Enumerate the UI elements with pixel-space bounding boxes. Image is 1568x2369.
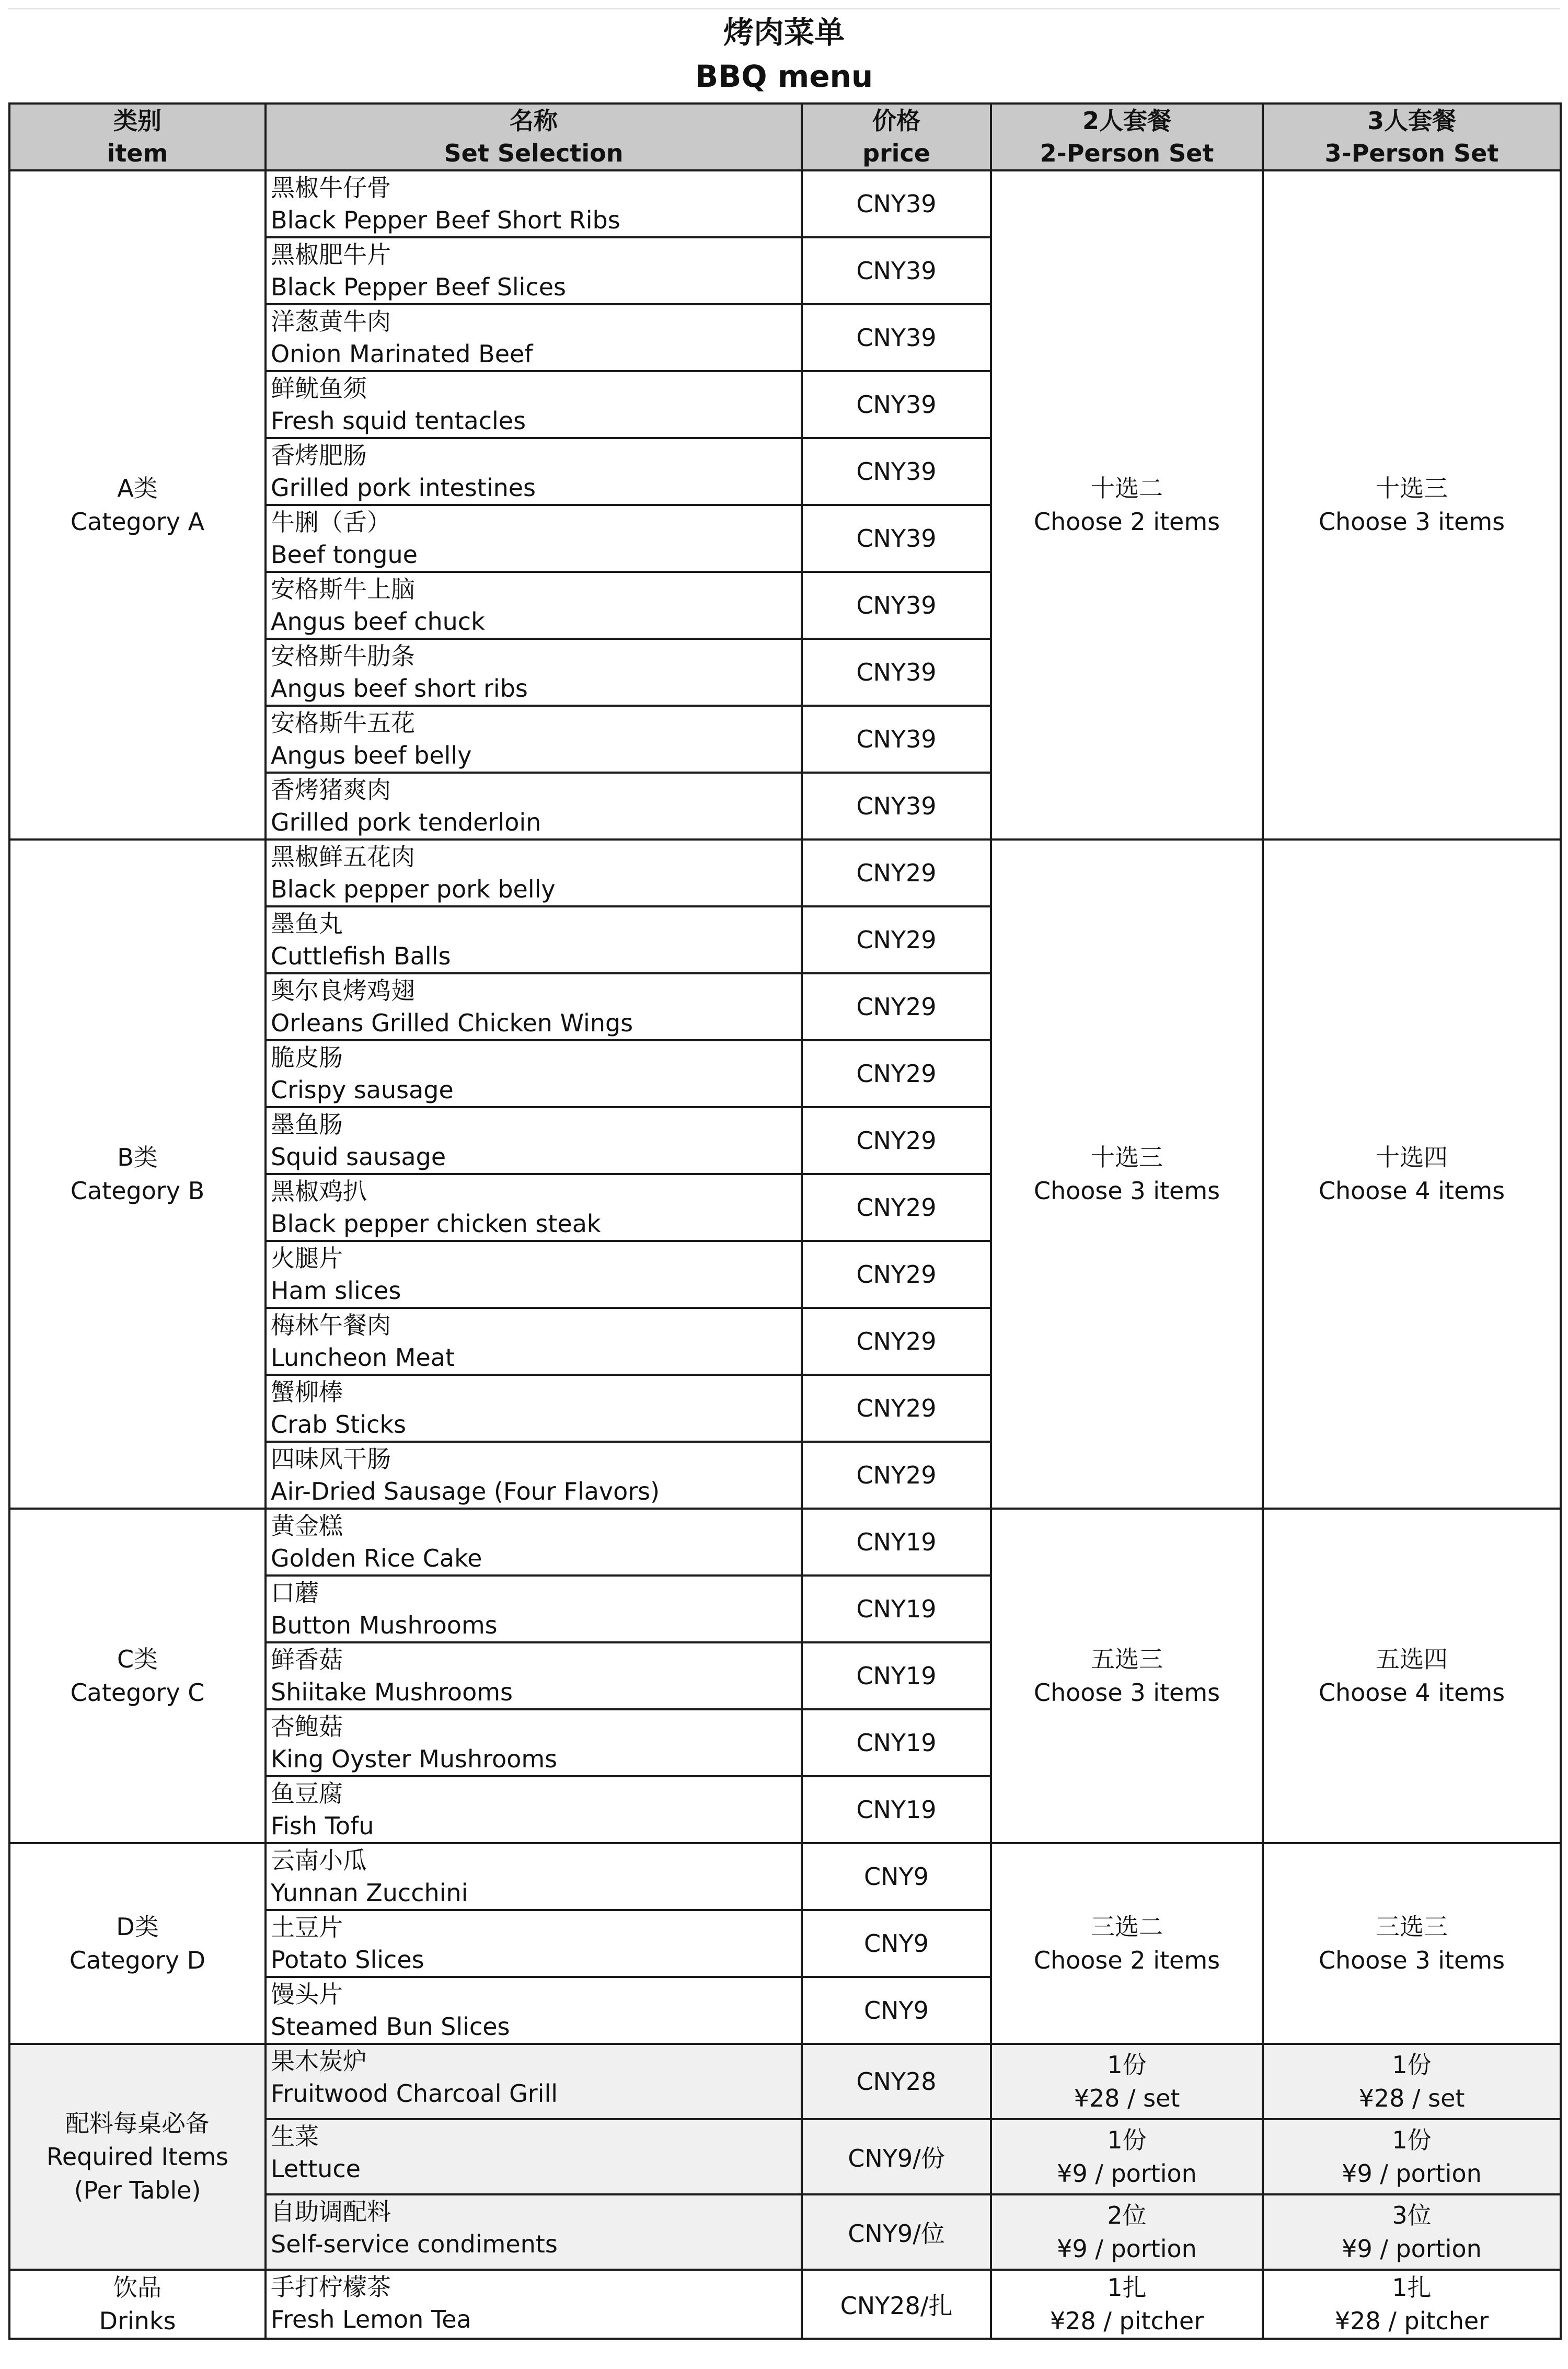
item-price: CNY29 <box>802 840 991 906</box>
item-name-zh: 土豆片 <box>271 1913 343 1941</box>
item-name-zh: 鲜香菇 <box>271 1646 343 1674</box>
item-price: CNY39 <box>802 505 991 572</box>
category-name-en: Category D <box>69 1946 206 1974</box>
table-row <box>9 1843 1561 1910</box>
item-name-en: King Oyster Mushrooms <box>271 1745 558 1773</box>
drinks-label-en: Drinks <box>99 2307 176 2335</box>
item-name-en: Black pepper chicken steak <box>271 1210 601 1238</box>
item-name-zh: 黑椒肥牛片 <box>271 240 391 269</box>
item-name-cell <box>266 1776 802 1843</box>
item-name-en: Air-Dried Sausage (Four Flavors) <box>271 1477 660 1505</box>
three-person-set-cell <box>1263 1509 1561 1843</box>
table-row <box>9 840 1561 906</box>
category-cell <box>9 1509 266 1843</box>
item-name-cell <box>266 371 802 438</box>
category-cell <box>9 840 266 1509</box>
item-name-cell <box>266 2194 802 2270</box>
item-price: CNY39 <box>802 773 991 840</box>
set3-unit-price: ¥9 / portion <box>1342 2235 1482 2263</box>
item-name-cell <box>266 1375 802 1442</box>
item-name-zh: 梅林午餐肉 <box>271 1311 391 1339</box>
item-name-cell <box>266 1509 802 1576</box>
item-name-zh: 杏鲍菇 <box>271 1712 343 1741</box>
item-name-zh: 馒头片 <box>271 1980 343 2008</box>
category-name-zh: C类 <box>117 1645 158 1673</box>
item-name-en: Angus beef short ribs <box>271 674 528 703</box>
two-person-set-cell <box>991 1843 1263 2044</box>
two-person-set-cell <box>991 2270 1263 2339</box>
page-title <box>0 0 1568 102</box>
item-name-cell <box>266 973 802 1040</box>
item-price: CNY39 <box>802 572 991 639</box>
item-name-zh: 安格斯牛上脑 <box>271 575 415 603</box>
item-name-zh: 墨鱼丸 <box>271 910 343 938</box>
item-price: CNY29 <box>802 906 991 973</box>
two-person-set-cell <box>991 2194 1263 2270</box>
set3-unit-price: ¥9 / portion <box>1342 2159 1482 2188</box>
header-2-person-set: 2人套餐 2-Person Set <box>991 104 1263 170</box>
set3-rule-zh: 三选三 <box>1376 1913 1448 1941</box>
item-name-cell <box>266 1642 802 1709</box>
set2-rule-en: Choose 3 items <box>1033 1678 1220 1707</box>
item-name-en: Black pepper pork belly <box>271 875 556 903</box>
item-name-cell <box>266 1843 802 1910</box>
item-name-zh: 鲜鱿鱼须 <box>271 374 367 402</box>
item-name-cell <box>266 1308 802 1375</box>
item-name-en: Onion Marinated Beef <box>271 340 533 368</box>
category-name-en: Category C <box>70 1678 205 1707</box>
item-name-cell <box>266 840 802 906</box>
set3-rule-en: Choose 3 items <box>1318 508 1505 536</box>
item-name-zh: 果木炭炉 <box>271 2047 367 2075</box>
set2-quantity: 2位 <box>1107 2201 1147 2229</box>
item-price: CNY29 <box>802 1442 991 1509</box>
table-row <box>9 2044 1561 2119</box>
item-name-zh: 生菜 <box>271 2122 319 2150</box>
item-name-zh: 墨鱼肠 <box>271 1110 343 1138</box>
item-name-zh: 手打柠檬茶 <box>271 2273 391 2301</box>
two-person-set-cell <box>991 840 1263 1509</box>
item-name-en: Fresh squid tentacles <box>271 407 526 435</box>
set3-rule-en: Choose 3 items <box>1318 1946 1505 1974</box>
item-name-en: Squid sausage <box>271 1143 446 1171</box>
item-price: CNY29 <box>802 1040 991 1107</box>
item-name-zh: 黑椒鲜五花肉 <box>271 843 415 871</box>
required-label-en1: Required Items <box>46 2143 229 2171</box>
header-3-person-set: 3人套餐 3-Person Set <box>1263 104 1561 170</box>
item-name-en: Shiitake Mushrooms <box>271 1678 513 1706</box>
header-row <box>9 104 1561 170</box>
item-name-zh: 黑椒鸡扒 <box>271 1177 367 1205</box>
set3-unit-price: ¥28 / pitcher <box>1334 2307 1489 2335</box>
set2-rule-zh: 十选二 <box>1091 474 1163 502</box>
item-name-cell <box>266 505 802 572</box>
two-person-set-cell <box>991 2044 1263 2119</box>
item-name-en: Angus beef belly <box>271 741 472 769</box>
set3-rule-zh: 十选四 <box>1376 1143 1448 1171</box>
item-name-zh: 黄金糕 <box>271 1512 343 1540</box>
three-person-set-cell <box>1263 2044 1561 2119</box>
item-name-cell <box>266 170 802 237</box>
set3-rule-zh: 五选四 <box>1376 1645 1448 1673</box>
item-name-en: Button Mushrooms <box>271 1611 498 1639</box>
item-name-en: Golden Rice Cake <box>271 1544 482 1572</box>
item-price: CNY19 <box>802 1709 991 1776</box>
item-name-cell <box>266 1107 802 1174</box>
item-name-zh: 牛脷（舌） <box>271 508 391 536</box>
set3-quantity: 3位 <box>1392 2201 1432 2229</box>
item-price: CNY39 <box>802 706 991 773</box>
required-label-zh: 配料每桌必备 <box>65 2109 210 2137</box>
set3-rule-en: Choose 4 items <box>1318 1177 1505 1205</box>
item-name-en: Yunnan Zucchini <box>271 1879 468 1907</box>
item-name-en: Black Pepper Beef Slices <box>271 273 567 301</box>
header-price: 价格 price <box>802 104 991 170</box>
item-price: CNY28 <box>802 2044 991 2119</box>
three-person-set-cell <box>1263 2270 1561 2339</box>
set3-unit-price: ¥28 / set <box>1358 2084 1465 2112</box>
table-row <box>9 1509 1561 1576</box>
item-price: CNY19 <box>802 1642 991 1709</box>
item-name-en: Grilled pork tenderloin <box>271 808 541 836</box>
item-name-cell <box>266 2119 802 2194</box>
set2-unit-price: ¥28 / set <box>1074 2084 1180 2112</box>
set3-rule-en: Choose 4 items <box>1318 1678 1505 1707</box>
item-price: CNY9 <box>802 1843 991 1910</box>
item-price: CNY19 <box>802 1776 991 1843</box>
set3-quantity: 1扎 <box>1392 2273 1432 2302</box>
item-name-zh: 云南小瓜 <box>271 1846 367 1874</box>
table-row <box>9 2270 1561 2339</box>
item-name-zh: 香烤肥肠 <box>271 441 367 469</box>
item-name-cell <box>266 1040 802 1107</box>
item-name-zh: 鱼豆腐 <box>271 1779 343 1808</box>
item-price: CNY29 <box>802 1375 991 1442</box>
item-name-cell <box>266 237 802 304</box>
item-name-cell <box>266 706 802 773</box>
item-price: CNY28/扎 <box>802 2270 991 2339</box>
drinks-category-cell <box>9 2270 266 2339</box>
set3-rule-zh: 十选三 <box>1376 474 1448 502</box>
item-price: CNY39 <box>802 371 991 438</box>
set2-rule-en: Choose 2 items <box>1033 1946 1220 1974</box>
item-price: CNY39 <box>802 304 991 371</box>
item-price: CNY29 <box>802 1174 991 1241</box>
item-name-zh: 香烤猪爽肉 <box>271 776 391 804</box>
set2-unit-price: ¥9 / portion <box>1057 2159 1197 2188</box>
table-row <box>9 170 1561 237</box>
set2-unit-price: ¥28 / pitcher <box>1050 2307 1204 2335</box>
item-name-cell <box>266 1709 802 1776</box>
category-name-en: Category B <box>70 1177 205 1205</box>
item-name-zh: 蟹柳棒 <box>271 1378 343 1406</box>
item-name-en: Beef tongue <box>271 540 418 569</box>
item-name-zh: 自助调配料 <box>271 2198 391 2226</box>
item-name-cell <box>266 1576 802 1642</box>
item-name-zh: 奥尔良烤鸡翅 <box>271 976 415 1005</box>
three-person-set-cell <box>1263 170 1561 840</box>
item-name-en: Steamed Bun Slices <box>271 2012 510 2041</box>
three-person-set-cell <box>1263 1843 1561 2044</box>
two-person-set-cell <box>991 1509 1263 1843</box>
item-name-cell <box>266 773 802 840</box>
required-category-cell <box>9 2044 266 2270</box>
item-price: CNY29 <box>802 973 991 1040</box>
item-price: CNY9 <box>802 1910 991 1977</box>
set2-unit-price: ¥9 / portion <box>1057 2235 1197 2263</box>
item-name-en: Self-service condiments <box>271 2230 558 2258</box>
item-name-zh: 安格斯牛肋条 <box>271 642 415 670</box>
item-name-en: Grilled pork intestines <box>271 474 536 502</box>
category-name-en: Category A <box>70 508 205 536</box>
item-name-en: Fish Tofu <box>271 1812 374 1840</box>
item-name-zh: 四味风干肠 <box>271 1445 391 1473</box>
two-person-set-cell <box>991 170 1263 840</box>
set2-rule-zh: 五选三 <box>1091 1645 1163 1673</box>
item-price: CNY9/位 <box>802 2194 991 2270</box>
item-name-cell <box>266 1910 802 1977</box>
item-name-cell <box>266 906 802 973</box>
set3-quantity: 1份 <box>1392 2051 1432 2079</box>
item-price: CNY19 <box>802 1576 991 1642</box>
item-price: CNY19 <box>802 1509 991 1576</box>
item-name-zh: 火腿片 <box>271 1244 343 1272</box>
menu-body <box>9 170 1561 2339</box>
item-price: CNY39 <box>802 639 991 706</box>
category-name-zh: D类 <box>116 1913 159 1941</box>
item-name-en: Black Pepper Beef Short Ribs <box>271 206 620 234</box>
item-name-cell <box>266 1241 802 1308</box>
category-name-zh: B类 <box>117 1143 158 1171</box>
title-english: BBQ menu <box>695 59 873 94</box>
item-name-cell <box>266 1977 802 2044</box>
category-name-zh: A类 <box>117 474 158 502</box>
header-set-selection: 名称 Set Selection <box>266 104 802 170</box>
item-name-zh: 洋葱黄牛肉 <box>271 307 391 336</box>
item-name-en: Lettuce <box>271 2155 361 2183</box>
item-name-cell <box>266 2044 802 2119</box>
set3-quantity: 1份 <box>1392 2126 1432 2154</box>
header-item: 类别 item <box>9 104 266 170</box>
item-name-cell <box>266 1442 802 1509</box>
bbq-menu-table <box>8 102 1562 2340</box>
two-person-set-cell <box>991 2119 1263 2194</box>
item-price: CNY29 <box>802 1107 991 1174</box>
item-name-en: Potato Slices <box>271 1946 424 1974</box>
set2-rule-en: Choose 3 items <box>1033 1177 1220 1205</box>
item-name-zh: 安格斯牛五花 <box>271 709 415 737</box>
set2-rule-zh: 三选二 <box>1091 1913 1163 1941</box>
item-price: CNY39 <box>802 438 991 505</box>
item-name-zh: 黑椒牛仔骨 <box>271 174 391 202</box>
category-cell <box>9 1843 266 2044</box>
item-price: CNY39 <box>802 237 991 304</box>
item-price: CNY39 <box>802 170 991 237</box>
category-cell <box>9 170 266 840</box>
set2-rule-zh: 十选三 <box>1091 1143 1163 1171</box>
item-name-en: Luncheon Meat <box>271 1343 455 1372</box>
item-name-en: Cuttlefish Balls <box>271 942 451 970</box>
set2-rule-en: Choose 2 items <box>1033 508 1220 536</box>
item-price: CNY9/份 <box>802 2119 991 2194</box>
required-label-en2: (Per Table) <box>74 2176 201 2204</box>
item-name-cell <box>266 639 802 706</box>
item-name-cell <box>266 572 802 639</box>
drinks-label-zh: 饮品 <box>113 2273 162 2302</box>
three-person-set-cell <box>1263 2194 1561 2270</box>
item-price: CNY29 <box>802 1241 991 1308</box>
item-name-cell <box>266 304 802 371</box>
item-name-cell <box>266 1174 802 1241</box>
set2-quantity: 1份 <box>1107 2051 1147 2079</box>
three-person-set-cell <box>1263 2119 1561 2194</box>
item-price: CNY29 <box>802 1308 991 1375</box>
title-chinese: 烤肉菜单 <box>723 15 845 50</box>
item-name-cell <box>266 438 802 505</box>
item-name-en: Fruitwood Charcoal Grill <box>271 2079 558 2108</box>
item-name-en: Crab Sticks <box>271 1410 406 1439</box>
set2-quantity: 1份 <box>1107 2126 1147 2154</box>
item-price: CNY9 <box>802 1977 991 2044</box>
three-person-set-cell <box>1263 840 1561 1509</box>
set2-quantity: 1扎 <box>1107 2273 1147 2302</box>
item-name-en: Ham slices <box>271 1276 401 1305</box>
item-name-zh: 口蘑 <box>271 1579 319 1607</box>
item-name-en: Orleans Grilled Chicken Wings <box>271 1009 633 1037</box>
item-name-en: Crispy sausage <box>271 1076 454 1104</box>
item-name-en: Fresh Lemon Tea <box>271 2305 471 2333</box>
item-name-en: Angus beef chuck <box>271 607 485 636</box>
item-name-cell <box>266 2270 802 2339</box>
item-name-zh: 脆皮肠 <box>271 1043 343 1072</box>
